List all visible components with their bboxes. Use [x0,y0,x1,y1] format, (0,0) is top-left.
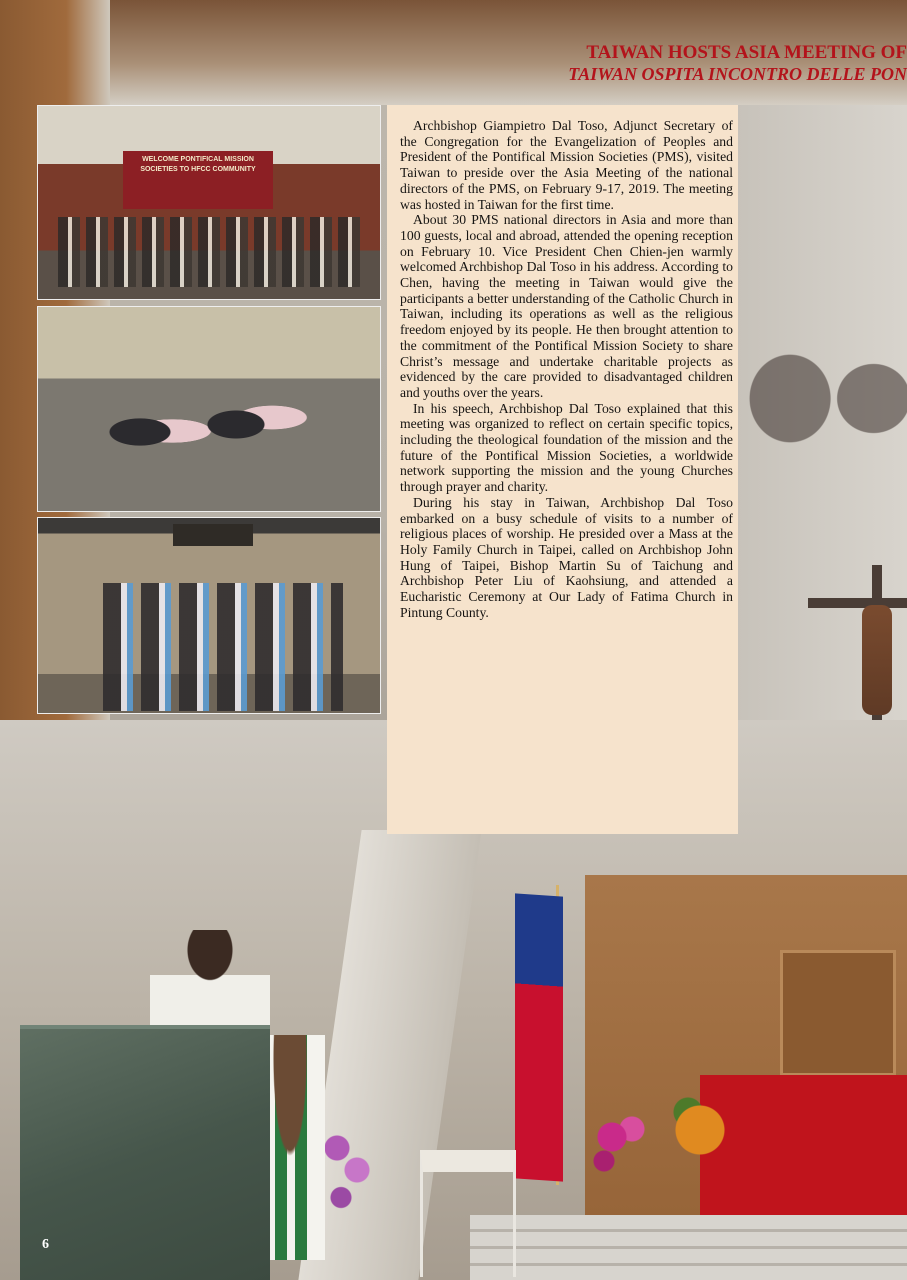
marble-pulpit [20,1025,270,1280]
tabernacle-niche [780,950,896,1076]
photo-group-portrait [37,517,381,714]
mural-figures-image [740,295,907,525]
page-number: 6 [42,1237,49,1252]
altar-steps [470,1215,907,1280]
article-body [387,105,738,834]
flower-arrangement [580,1105,660,1185]
standing-group [58,217,360,287]
taiwan-flag-image [515,893,563,1181]
priest-speaking-figure [150,930,270,1030]
photo-welcome-gathering [37,105,381,300]
article-paragraph: Archbishop Giampietro Dal Toso, Adjunct Secretary of the Congregation for the Evangelization of Peoples and President of the Pontifical Mission Societies (PMS), visited Taiwan to preside over the Asia Meeting of the national directors of the PMS, on February 9-17, 2019. The meeting was hosted in Taiwan for the first time. [400,118,733,212]
photo-meeting-tables [37,306,381,512]
building-sign [173,524,253,546]
article-paragraph: About 30 PMS national directors in Asia and more than 100 guests, local and abroad, attended the opening reception on February 10. Vice President Chen Chien-jen warmly welcomed Archbishop Dal Toso in his address. According to Chen, having the meeting in Taiwan would give the participants a better understanding of the Catholic Church in Taiwan, including its operations as well as the religious freedom enjoyed by its people. He then brought attention to the commitment of the Pontifical Mission Society to share Christ’s message and undertake charitable projects as evidenced by the care provided to disadvantaged children and youths over the years. [400,212,733,400]
welcome-banner: WELCOME PONTIFICAL MISSION SOCIETIES TO HFCC COMMUNITY [123,151,273,209]
seated-participants [68,357,308,507]
article-paragraph: In his speech, Archbishop Dal Toso explained that this meeting was organized to reflect on certain specific topics, including the theological foundation of the mission and the future of the Pontifical Mission Societies, a worldwide network supporting the mission and the young Churches through prayer and charity. [400,400,733,495]
crucifix-corpus [862,605,892,715]
article-paragraph: During his stay in Taiwan, Archbishop Dal Toso embarked on a busy schedule of visits to a number of religious places of worship. He presided over a Mass at the Holy Family Church in Taipei, called on Archbishop John Hung of Taipei, Bishop Martin Su of Taichung and Archbishop Peter Liu of Kaohsiung, and attended a Eucharistic Ceremony at Our Lady of Fatima Church in Pintung County. [400,494,733,620]
article-title-italian: TAIWAN OSPITA INCONTRO DELLE PON [568,64,907,84]
flower-arrangement-2 [660,1085,740,1175]
crucifix-beam [808,598,907,608]
article-title-english: TAIWAN HOSTS ASIA MEETING OF [586,42,907,63]
group-of-directors [103,583,343,711]
side-table [420,1150,516,1277]
